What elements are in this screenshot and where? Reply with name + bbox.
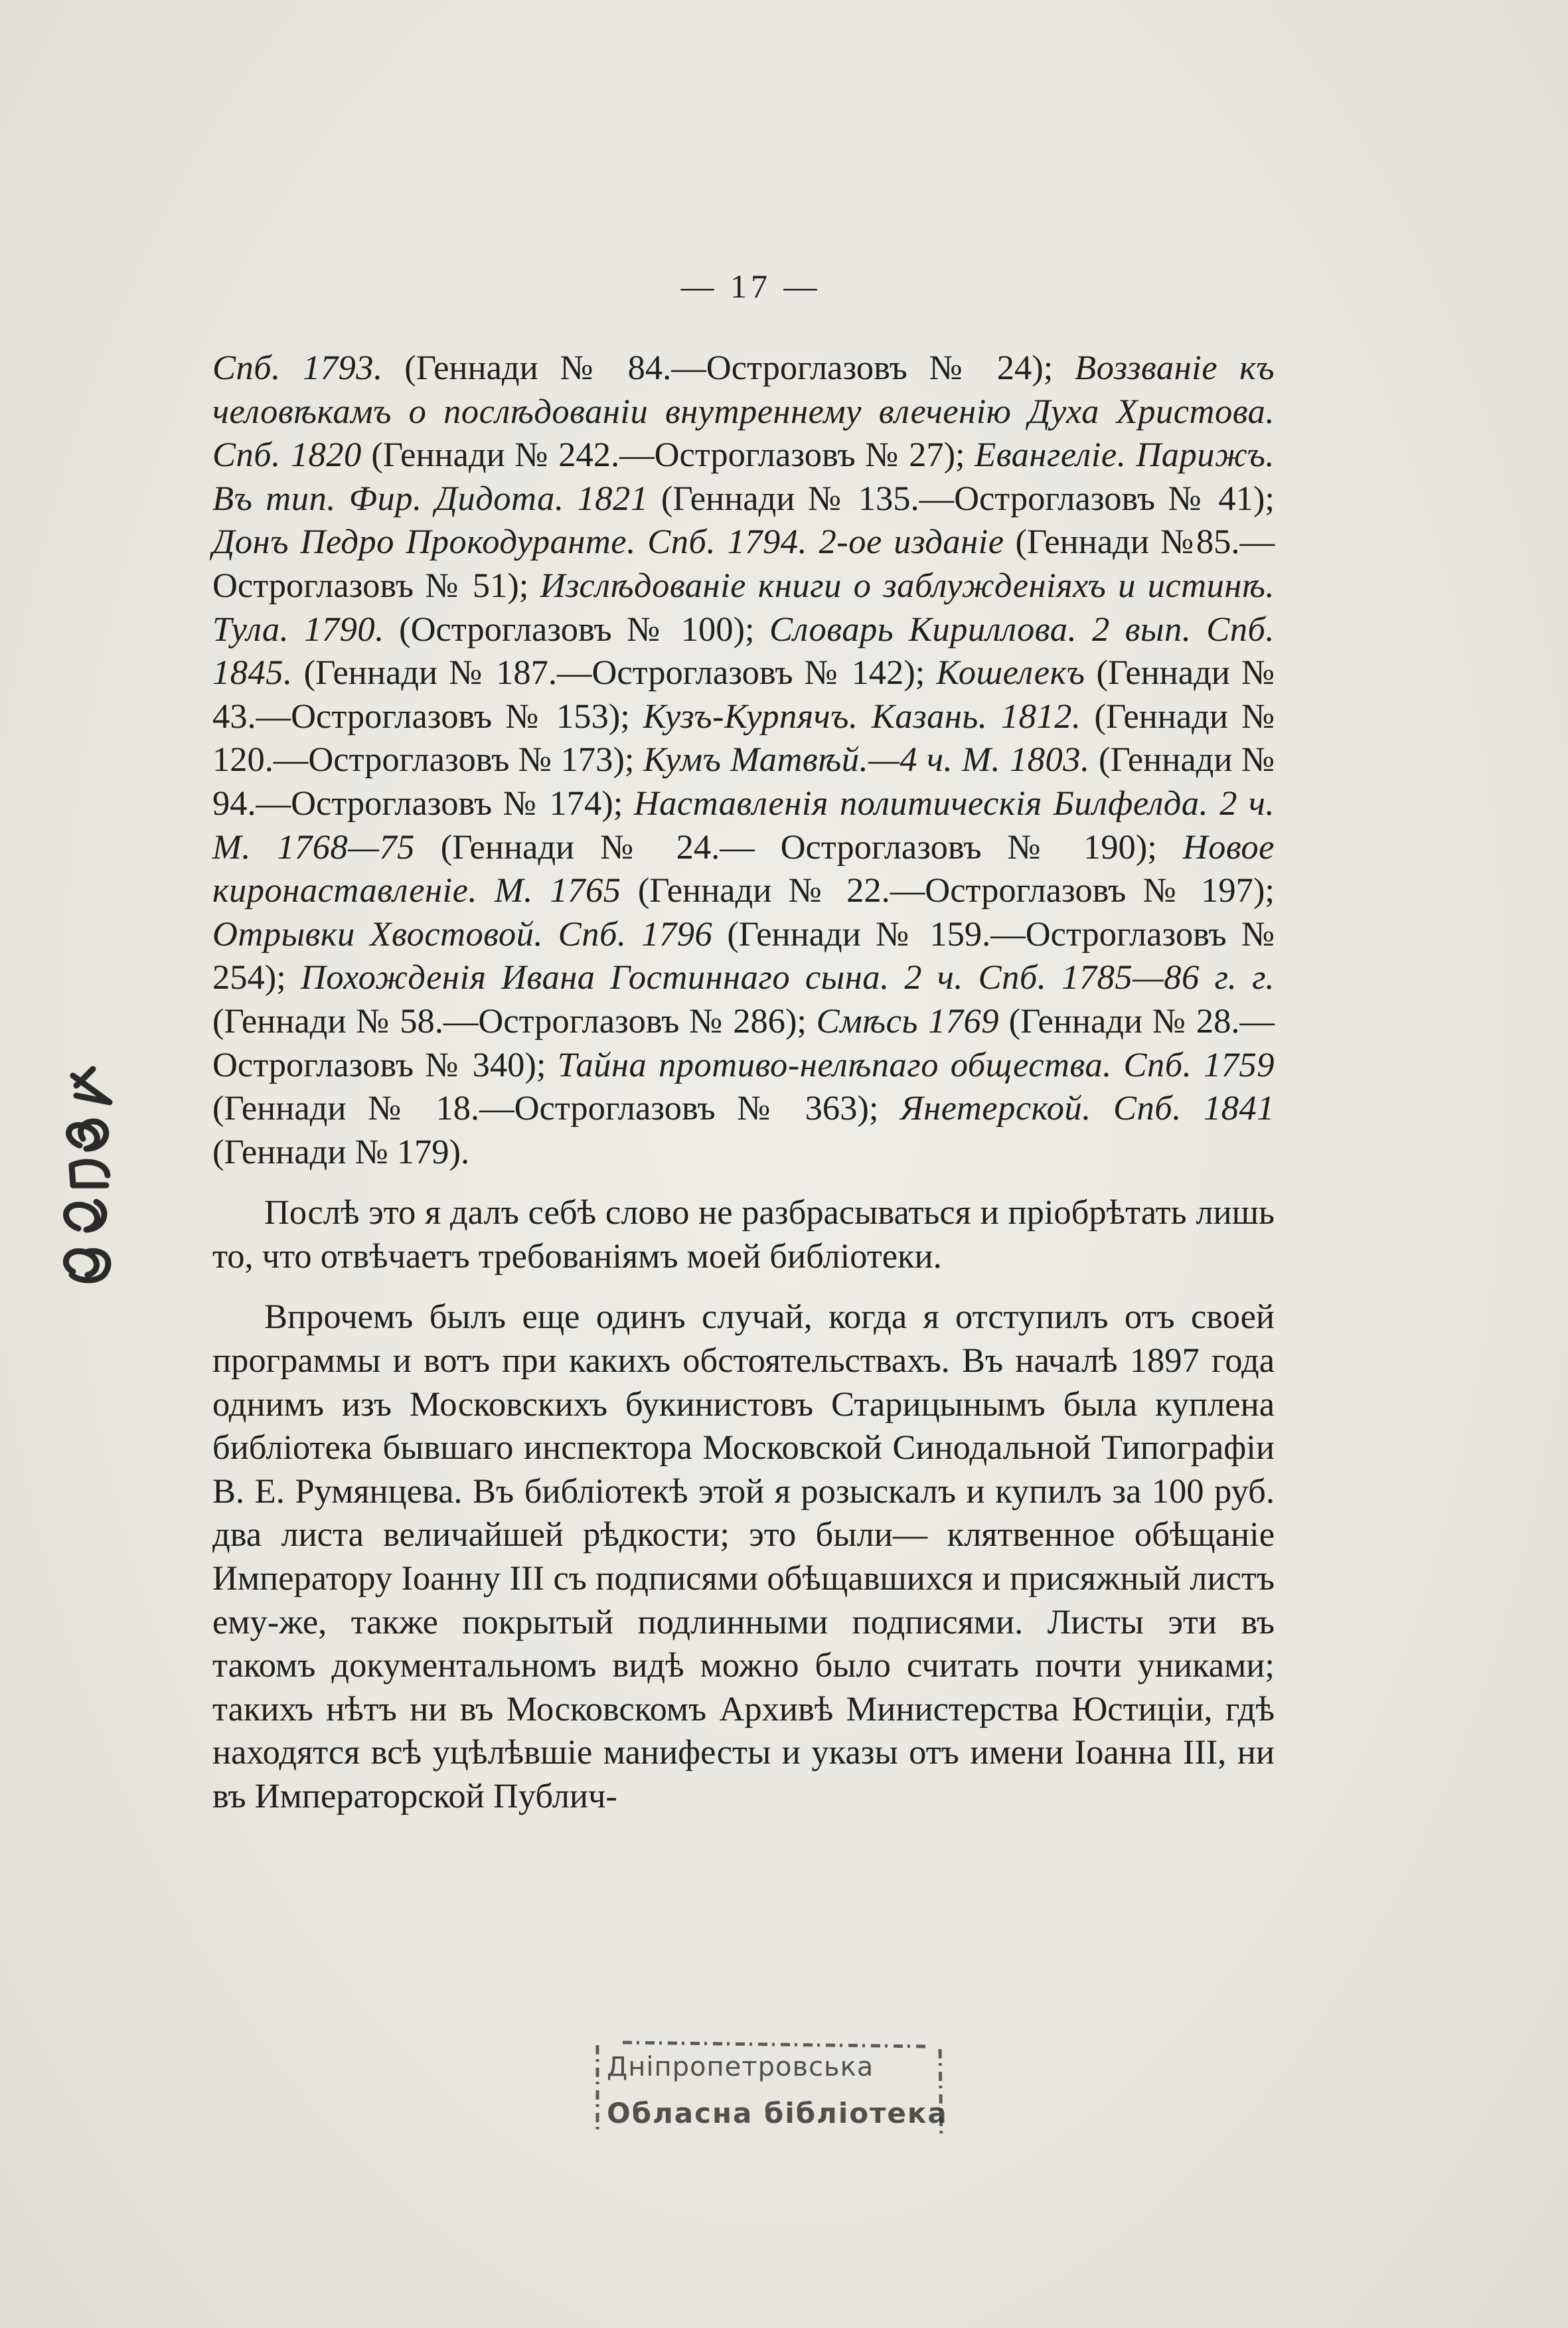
handwritten-number-drawing xyxy=(46,1009,146,1288)
reference-title: Кумъ Матвѣй.—4 ч. М. 1803. xyxy=(643,740,1090,780)
reference-catalog-numbers: (Геннади № 159.—Остроглазовъ № 254); xyxy=(212,914,1275,997)
reference-title: Спб. 1793. xyxy=(212,349,383,387)
text-column xyxy=(212,347,1275,1819)
reference-title: Отрывки Хвостовой. Спб. 1796 xyxy=(212,914,713,954)
reference-catalog-numbers: (Геннади № 84.—Остроглазовъ № 24); xyxy=(382,349,1075,387)
reference-title: Наставленія политическія Билфелда. 2 ч. М. 1768—75 xyxy=(212,784,1275,867)
bibliography-references xyxy=(212,347,1275,1174)
reference-catalog-numbers: (Геннади № 242.—Остроглазовъ № 27); xyxy=(361,436,975,475)
reference-catalog-numbers: (Геннади № 58.—Остроглазовъ № 286); xyxy=(212,1001,817,1040)
stamp-line-2: Обласна бiблiотека xyxy=(607,2097,948,2129)
reference-title: Воззваніе къ человѣкамъ о послѣдованіи внутреннему влеченію Духа Христова. Спб. 1820 xyxy=(212,349,1275,475)
reference-catalog-numbers: (Геннади № 18.—Остроглазовъ № 363); xyxy=(212,1089,901,1128)
reference-catalog-numbers: (Геннади № 120.—Остроглазовъ № 173); xyxy=(212,697,1275,780)
reference-catalog-numbers: (Геннади № 135.—Остроглазовъ № 41); xyxy=(648,479,1275,518)
reference-title: Похожденія Ивана Гостиннаго сына. 2 ч. Спб. 1785—86 г. г. xyxy=(301,958,1275,997)
reference-catalog-numbers: (Геннади № 28.—Остроглазовъ № 340); xyxy=(212,1001,1275,1084)
paragraph-gap xyxy=(212,1278,1275,1295)
body-paragraph-2: Впрочемъ былъ еще одинъ случай, когда я отступилъ отъ своей программы и вотъ при какихъ обстоятельствахъ. Въ началѣ 1897 года однимъ изъ Московскихъ букинистовъ Старицынымъ была куплена библіотека бывшаго инспектора Московской Синодальной Типографіи В. Е. Румянцева. Въ библіотекѣ этой я розыскалъ и купилъ за 100 руб. два листа величайшей рѣдкости; это были— клятвенное обѣщаніе Императору Іоанну III съ подписями обѣщавшихся и присяжный листъ ему-же, также покрытый подлинными подписями. Листы эти въ такомъ документальномъ видѣ можно было считать почти униками; такихъ нѣтъ ни въ Московскомъ Архивѣ Министерства Юстиціи, гдѣ находятся всѣ уцѣлѣвшіе манифесты и указы отъ имени Іоанна III, ни въ Императорской Публич- xyxy=(212,1297,1275,1815)
reference-title: Кузъ-Курпячъ. Казань. 1812. xyxy=(643,697,1081,736)
body-paragraph-1: Послѣ это я далъ себѣ слово не разбрасываться и пріобрѣтать лишь то, что отвѣчаетъ требованіямъ моей библіотеки. xyxy=(212,1193,1275,1276)
reference-title: Кошелекъ xyxy=(936,653,1085,693)
reference-catalog-numbers: (Геннади № 94.—Остроглазовъ № 174); xyxy=(212,740,1275,823)
reference-catalog-numbers: (Геннади № 43.—Остроглазовъ № 153); xyxy=(212,653,1275,736)
reference-catalog-numbers: (Геннади № 22.—Остроглазовъ № 197); xyxy=(621,871,1275,910)
page-number: — 17 — xyxy=(680,268,821,305)
reference-title: Словарь Кириллова. 2 вып. Спб. 1845. xyxy=(212,610,1275,693)
reference-catalog-numbers: (Остроглазовъ № 100); xyxy=(384,610,769,649)
reference-catalog-numbers: (Геннади № 179). xyxy=(212,1132,470,1171)
paragraph-gap xyxy=(212,1174,1275,1191)
library-stamp xyxy=(583,2036,955,2146)
reference-title: Донъ Педро Прокодуранте. Спб. 1794. 2-ое изданіе xyxy=(212,523,1004,562)
reference-title: Евангеліе. Парижъ. Въ тип. Фир. Дидота. 1821 xyxy=(212,436,1275,518)
reference-catalog-numbers: (Геннади № 24.— Остроглазовъ № 190); xyxy=(414,827,1183,867)
reference-title: Тайна противо-нелѣпаго общества. Спб. 1759 xyxy=(557,1045,1275,1084)
reference-catalog-numbers: (Геннади № 187.—Остроглазовъ № 142); xyxy=(292,653,937,693)
handwritten-inventory-number xyxy=(46,1009,146,1288)
reference-title: Изслѣдованіе книги о заблужденіяхъ и истинѣ. Тула. 1790. xyxy=(212,566,1275,649)
reference-title: Смѣсь 1769 xyxy=(816,1001,999,1040)
reference-title: Янетерской. Спб. 1841 xyxy=(900,1089,1275,1128)
reference-title: Новое киронаставленіе. М. 1765 xyxy=(212,827,1275,910)
reference-catalog-numbers: (Геннади №85.—Остроглазовъ № 51); xyxy=(212,523,1275,605)
stamp-line-1: Днiпропетровська xyxy=(607,2052,874,2082)
